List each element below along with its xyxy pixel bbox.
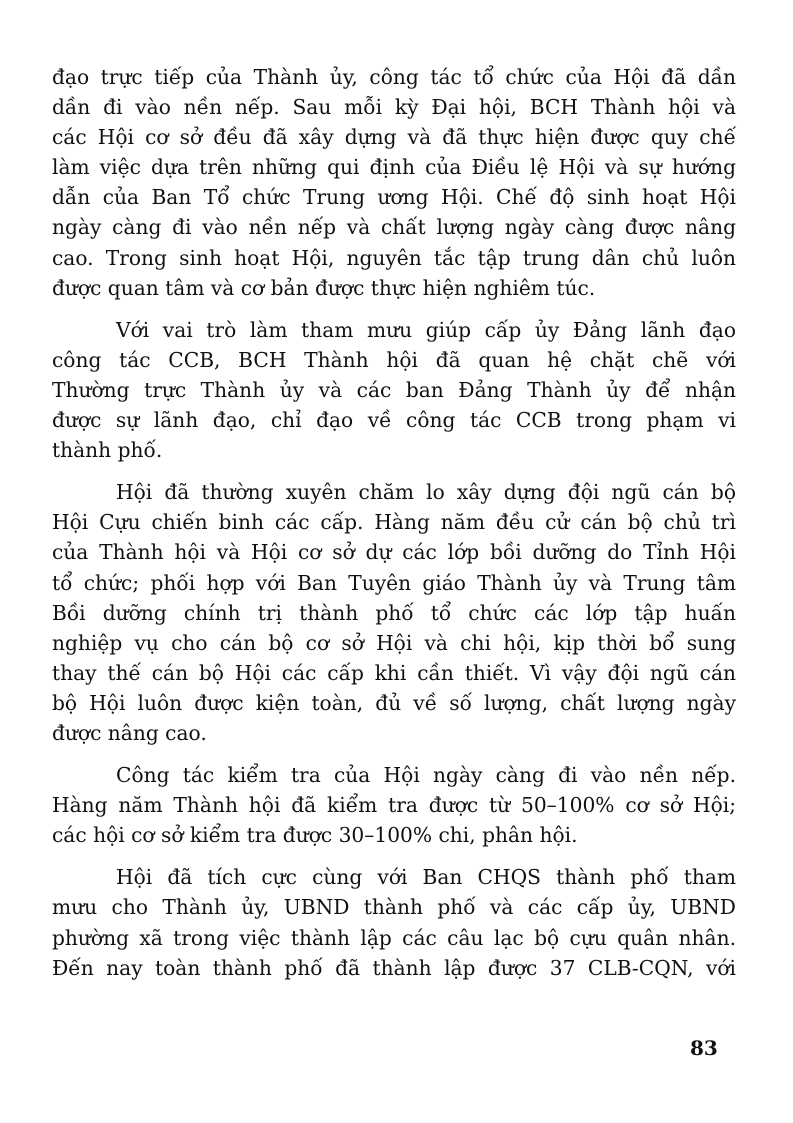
text-line: thành phố. [52,438,163,463]
text-line: dần đi vào nền nếp. Sau mỗi kỳ Đại hội, BCH Thành hội và [52,95,736,120]
text-line: Hàng năm Thành hội đã kiểm tra được từ 50–100% cơ sở Hội; [52,793,736,818]
paragraph-1 [52,62,736,303]
page-number: 83 [690,1036,718,1060]
text-line: bộ Hội luôn được kiện toàn, đủ về số lượng, chất lượng ngày [52,690,736,715]
text-line: được quan tâm và cơ bản được thực hiện nghiêm túc. [52,275,596,300]
text-line: tổ chức; phối hợp với Ban Tuyên giáo Thành ủy và Trung tâm [52,570,736,595]
text-line: đạo trực tiếp của Thành ủy, công tác tổ chức của Hội đã dần [52,65,736,89]
text-line: ngày càng đi vào nền nếp và chất lượng ngày càng được nâng [52,215,736,240]
text-line: Công tác kiểm tra của Hội ngày càng đi vào nền nếp. [116,763,736,788]
text-line: Với vai trò làm tham mưu giúp cấp ủy Đảng lãnh đạo [116,317,736,342]
paragraph-5 [52,862,736,982]
paragraph-4 [52,760,736,850]
text-line: mưu cho Thành ủy, UBND thành phố và các cấp ủy, UBND [52,895,736,920]
text-line: dẫn của Ban Tổ chức Trung ương Hội. Chế độ sinh hoạt Hội [52,185,736,210]
text-line: các hội cơ sở kiểm tra được 30–100% chi, phân hội. [52,823,578,848]
paragraph-2 [52,315,736,465]
text-line: thay thế cán bộ Hội các cấp khi cần thiết. Vì vậy đội ngũ cán [52,660,736,685]
text-line: của Thành hội và Hội cơ sở dự các lớp bồi dưỡng do Tỉnh Hội [52,540,736,565]
text-line: Đến nay toàn thành phố đã thành lập được 37 CLB-CQN, với [52,955,736,980]
text-line: nghiệp vụ cho cán bộ cơ sở Hội và chi hội, kịp thời bổ sung [52,630,736,655]
text-line: được nâng cao. [52,720,207,745]
text-line: Bồi dưỡng chính trị thành phố tổ chức các lớp tập huấn [52,600,736,625]
paragraph-3 [52,477,736,748]
text-line: cao. Trong sinh hoạt Hội, nguyên tắc tập trung dân chủ luôn [52,245,736,270]
text-line: phường xã trong việc thành lập các câu lạc bộ cựu quân nhân. [52,925,736,950]
text-line: Thường trực Thành ủy và các ban Đảng Thành ủy để nhận [52,377,736,402]
page-body [52,62,736,1062]
text-line: Hội đã thường xuyên chăm lo xây dựng đội ngũ cán bộ [116,480,736,505]
text-line: được sự lãnh đạo, chỉ đạo về công tác CCB trong phạm vi [52,408,736,433]
text-line: làm việc dựa trên những qui định của Điều lệ Hội và sự hướng [52,155,736,180]
text-line: Hội đã tích cực cùng với Ban CHQS thành phố tham [116,865,736,890]
text-line: các Hội cơ sở đều đã xây dựng và đã thực hiện được quy chế [52,125,736,150]
text-line: công tác CCB, BCH Thành hội đã quan hệ chặt chẽ với [52,347,736,372]
text-line: Hội Cựu chiến binh các cấp. Hàng năm đều cử cán bộ chủ trì [52,510,736,535]
